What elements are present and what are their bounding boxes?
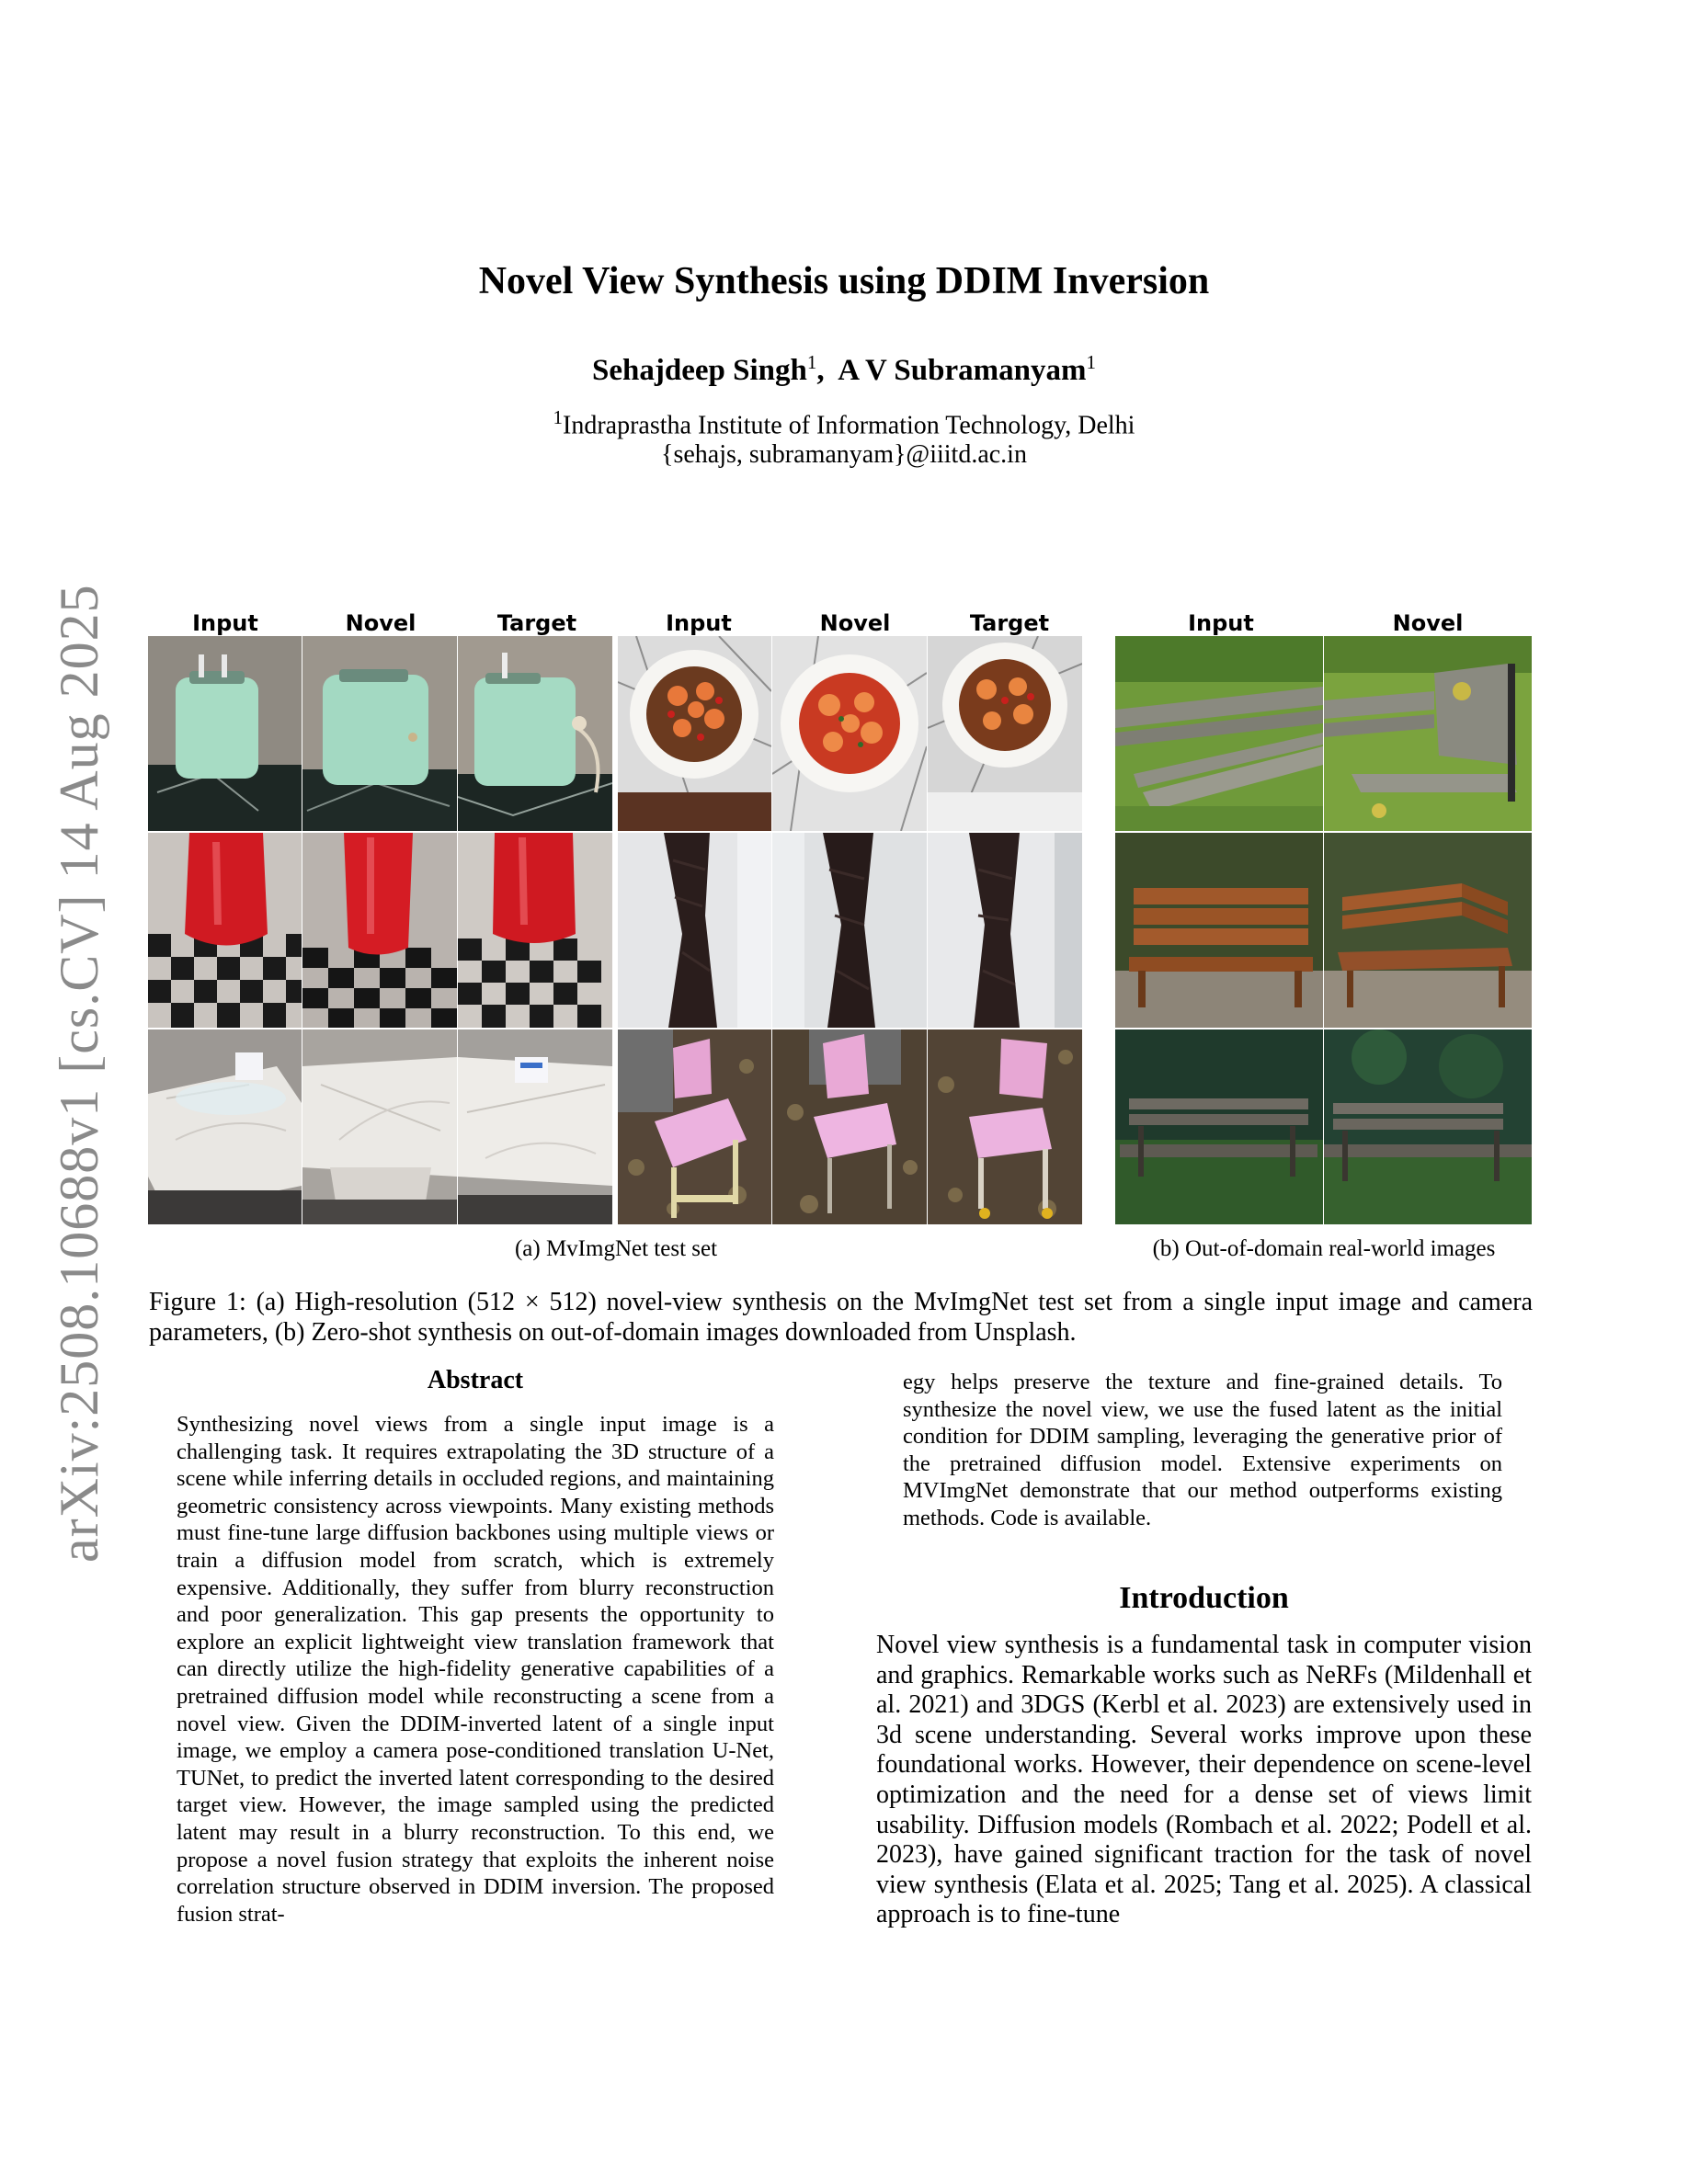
author-list: [0, 351, 1688, 388]
scarf-target-image: [928, 833, 1082, 1028]
author-name: A V Subramanyam: [838, 354, 1087, 387]
column-label-target: Target: [496, 610, 577, 636]
chair-target-image: [928, 1029, 1082, 1224]
abstract-heading: Abstract: [427, 1366, 524, 1394]
column-label-novel: Novel: [1392, 610, 1464, 636]
toaster-input-image: [148, 636, 302, 831]
bench-wood-novel-image: [1324, 833, 1532, 1028]
table-target-image: [458, 1029, 612, 1224]
column-label-novel: Novel: [345, 610, 416, 636]
column-label-input: Input: [192, 610, 258, 636]
column-label-input: Input: [1188, 610, 1254, 636]
arxiv-stamp: arXiv:2508.10688v1 [cs.CV] 14 Aug 2025: [49, 584, 109, 1563]
affiliation: [0, 403, 1688, 470]
bench-park-novel-image: [1324, 1029, 1532, 1224]
affil-mark: 1: [553, 406, 564, 428]
scarf-novel-image: [772, 833, 927, 1028]
vase-input-image: [148, 833, 302, 1028]
vase-target-image: [458, 833, 612, 1028]
bench-grass-input-image: [1115, 636, 1323, 831]
author-separator: ,: [816, 354, 838, 387]
vase-novel-image: [302, 833, 457, 1028]
bench-grass-novel-image: [1324, 636, 1532, 831]
institution: Indraprastha Institute of Information Technology, Delhi: [563, 411, 1135, 440]
abstract-text-continued: egy helps preserve the texture and fine-grained details. To synthesize the novel view, we use the fused latent as the initial condition for DDIM sampling, leveraging the generative prior of the pretrained diffusion model. Extensive experiments on MVImgNet demonstrate that our method outperforms existing methods. Code is available.: [903, 1370, 1502, 1530]
author-name: Sehajdeep Singh: [592, 354, 807, 387]
column-label-novel: Novel: [819, 610, 891, 636]
introduction-text: Novel view synthesis is a fundamental task in computer vision and graphics. Remarkable works such as NeRFs (Mildenhall et al. 2021) and 3DGS (Kerbl et al. 2023) are extensively used in 3d scene understanding. Several works improve upon these foundational works. However, their dependence on scene-level optimization and the need for a dense set of views limit usability. Diffusion models (Rombach et al. 2022; Podell et al. 2023), have gained significant traction for the task of novel view synthesis (Elata et al. 2025; Tang et al. 2025). A classical approach is to fine-tune: [876, 1631, 1532, 1929]
paper-title: Novel View Synthesis using DDIM Inversion: [478, 260, 1210, 302]
column-label-target: Target: [969, 610, 1050, 636]
bench-wood-input-image: [1115, 833, 1323, 1028]
table-novel-image: [302, 1029, 457, 1224]
chair-novel-image: [772, 1029, 927, 1224]
bench-park-input-image: [1115, 1029, 1323, 1224]
shrimp-novel-image: [772, 636, 927, 831]
abstract-text: Synthesizing novel views from a single input image is a challenging task. It requires extrapolating the 3D structure of a scene while inferring details in occluded regions, and maintaining geometric consistency across viewpoints. Many existing methods must fine-tune large diffusion backbones using multiple views or train a diffusion model from scratch, which is extremely expensive. Additionally, they suffer from blurry reconstruction and poor generalization. This gap presents the opportunity to explore an explicit lightweight view translation framework that can directly utilize the high-fidelity generative capabilities of a pretrained diffusion model while reconstructing a scene from a novel view. Given the DDIM-inverted latent of a single input image, we employ a camera pose-conditioned translation U-Net, TUNet, to predict the inverted latent corresponding to the desired target view. However, the image sampled using the predicted latent may result in a blurry reconstruction. To this end, we propose a novel fusion strategy that exploits the inherent noise correlation structure observed in DDIM inversion. The proposed fusion strat-: [177, 1412, 774, 1927]
introduction-heading: Introduction: [1119, 1581, 1289, 1615]
figure-caption: Figure 1: (a) High-resolution (512 × 512) novel-view synthesis on the MvImgNet test set from a single input image and camera parameters, (b) Zero-shot synthesis on out-of-domain images downloaded from Unsplash.: [149, 1288, 1533, 1347]
email: {sehajs, subramanyam}@iiitd.ac.in: [661, 440, 1027, 470]
column-label-input: Input: [666, 610, 732, 636]
author-affil-mark: 1: [1086, 351, 1096, 373]
author-affil-mark: 1: [806, 351, 817, 373]
shrimp-input-image: [618, 636, 771, 831]
toaster-target-image: [458, 636, 612, 831]
toaster-novel-image: [302, 636, 457, 831]
scarf-input-image: [618, 833, 771, 1028]
table-input-image: [148, 1029, 302, 1224]
subcaption-b: (b) Out-of-domain real-world images: [1152, 1236, 1496, 1261]
chair-input-image: [618, 1029, 771, 1224]
shrimp-target-image: [928, 636, 1082, 831]
subcaption-a: (a) MvImgNet test set: [514, 1236, 718, 1261]
